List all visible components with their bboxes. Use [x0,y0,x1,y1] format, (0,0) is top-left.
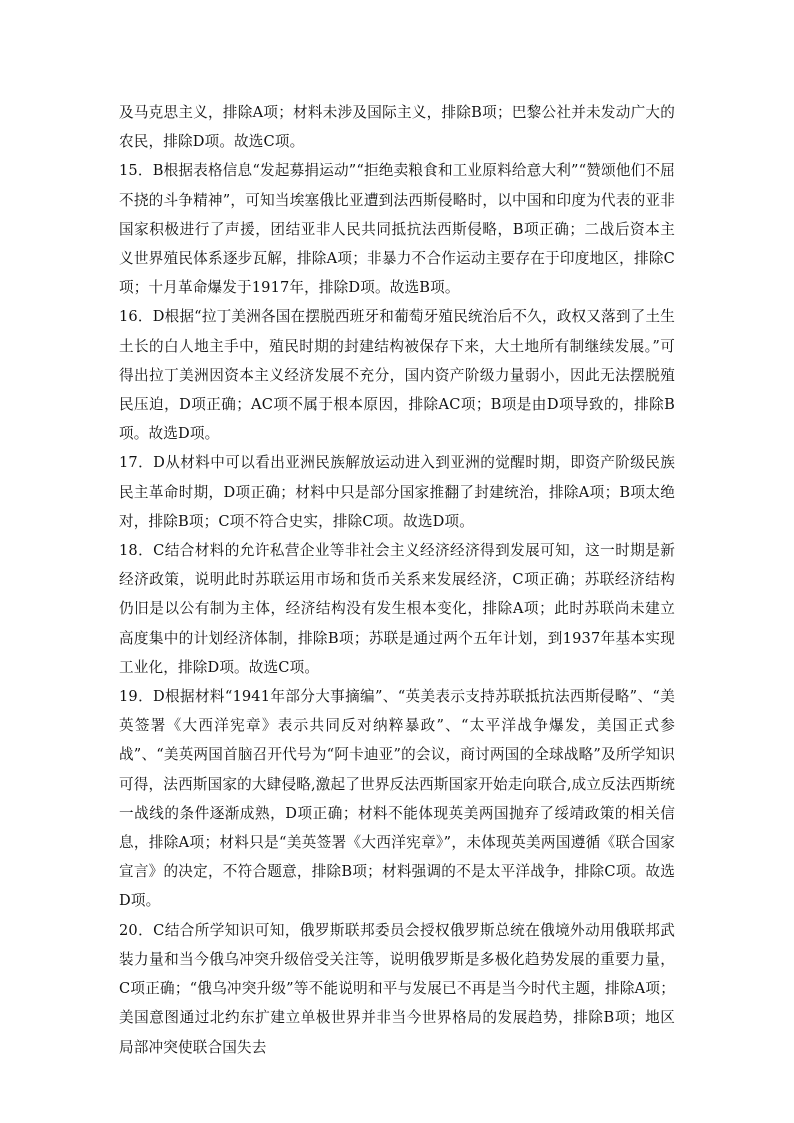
paragraph-continuation: 及马克思主义，排除A项；材料未涉及国际主义，排除B项；巴黎公社并未发动广大的农民，排除D项。故选C项。 [119,104,675,151]
paragraph-q19: 19．D根据材料“1941年部分大事摘编”、“英美表示支持苏联抵抗法西斯侵略”、“美英签署《大西洋宪章》表示共同反对纳粹暴政”、“太平洋战争爆发，美国正式参战”、“美英两国首脑召开代号为“阿卡迪亚”的会议，商讨两国的全球战略”及所学知识可得，法西斯国家的大肆侵略,激起了世界反法西斯国家开始走向联合,成立反法西斯统一战线的条件逐渐成熟，D项正确；材料不能体现英美两国抛弃了绥靖政策的相关信息，排除A项；材料只是“美英签署《大西洋宪章》”，未体现英美两国遵循《联合国家宣言》的决定，不符合题意，排除B项；材料强调的不是太平洋战争，排除C项。故选D项。 [119,688,675,910]
paragraph-q17: 17．D从材料中可以看出亚洲民族解放运动进入到亚洲的觉醒时期，即资产阶级民族民主革命时期，D项正确；材料中只是部分国家推翻了封建统治，排除A项；B项太绝对，排除B项；C项不符合史实，排除C项。故选D项。 [119,454,675,530]
paragraph-q15: 15．B根据表格信息“发起募捐运动”“拒绝卖粮食和工业原料给意大利”“赞颂他们不屈不挠的斗争精神”，可知当埃塞俄比亚遭到法西斯侵略时，以中国和印度为代表的亚非国家积极进行了声援，团结亚非人民共同抵抗法西斯侵略，B项正确；二战后资本主义世界殖民体系逐步瓦解，排除A项；非暴力不合作运动主要存在于印度地区，排除C项；十月革命爆发于1917年，排除D项。故选B项。 [119,162,675,297]
answer-explanations [119,98,675,1062]
paragraph-q20: 20．C结合所学知识可知，俄罗斯联邦委员会授权俄罗斯总统在俄境外动用俄联邦武装力量和当今俄乌冲突升级倍受关注等，说明俄罗斯是多极化趋势发展的重要力量，C项正确；“俄乌冲突升级”等不能说明和平与发展已不再是当今时代主题，排除A项；美国意图通过北约东扩建立单极世界并非当今世界格局的发展趋势，排除B项；地区局部冲突使联合国失去 [119,921,675,1056]
paragraph-q16: 16．D根据“拉丁美洲各国在摆脱西班牙和葡萄牙殖民统治后不久，政权又落到了土生土长的白人地主手中，殖民时期的封建结构被保存下来，大土地所有制继续发展。”可得出拉丁美洲因资本主义经济发展不充分，国内资产阶级力量弱小，因此无法摆脱殖民压迫，D项正确；AC项不属于根本原因，排除AC项；B项是由D项导致的，排除B项。故选D项。 [119,308,675,443]
paragraph-q18: 18．C结合材料的允许私营企业等非社会主义经济经济得到发展可知，这一时期是新经济政策，说明此时苏联运用市场和货币关系来发展经济，C项正确；苏联经济结构仍旧是以公有制为主体，经济结构没有发生根本变化，排除A项；此时苏联尚未建立高度集中的计划经济体制，排除B项；苏联是通过两个五年计划，到1937年基本实现工业化，排除D项。故选C项。 [119,542,675,676]
